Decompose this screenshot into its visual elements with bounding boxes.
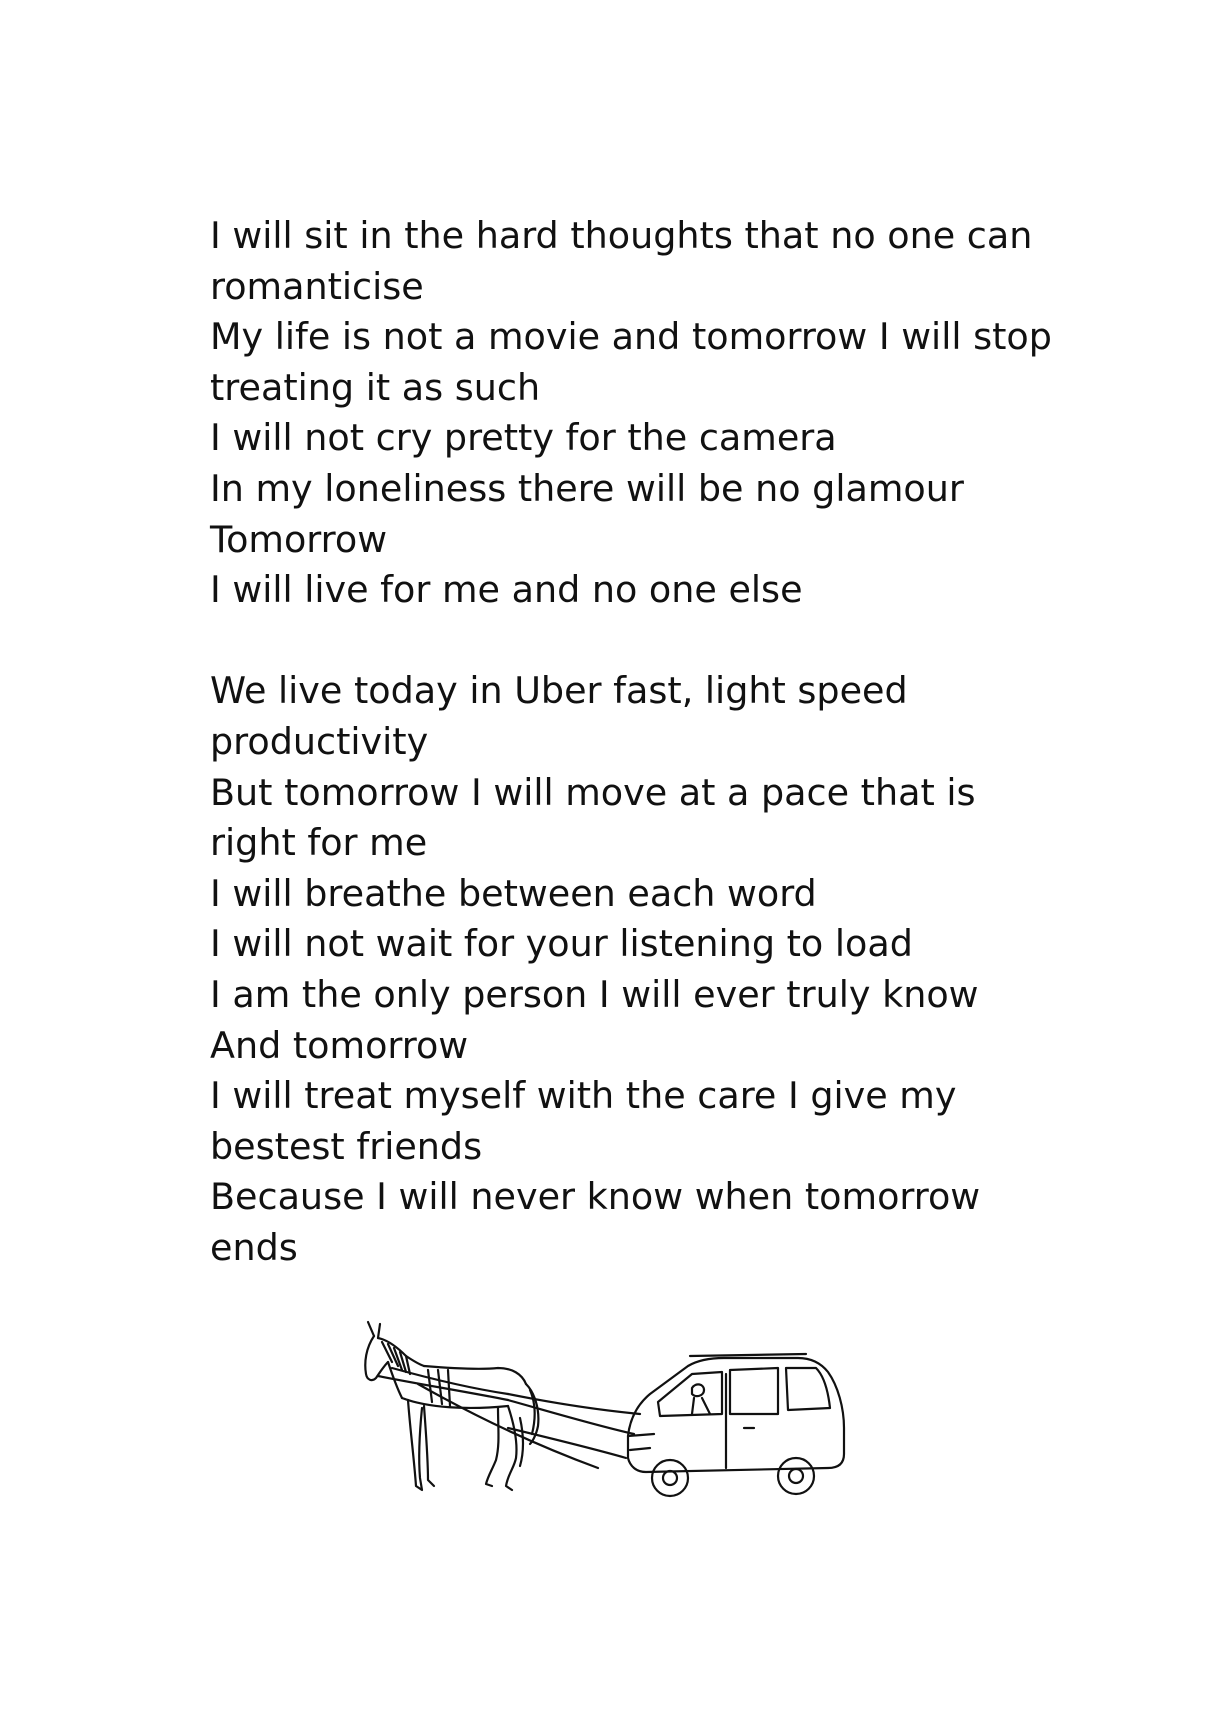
- stanza-1: [210, 211, 1110, 616]
- poem-line: ends: [210, 1225, 298, 1269]
- poem-line: productivity: [210, 719, 429, 763]
- poem-line: I will live for me and no one else: [210, 568, 803, 612]
- poem-line: treating it as such: [210, 365, 541, 409]
- poem-line: I am the only person I will ever truly know: [210, 972, 979, 1016]
- poem-line: right for me: [210, 821, 428, 865]
- car-icon: [628, 1354, 844, 1496]
- poem-line: My life is not a movie and tomorrow I will stop: [210, 315, 1052, 359]
- poem-line: I will breathe between each word: [210, 871, 817, 915]
- stanza-break: [210, 616, 1110, 667]
- poem-line: But tomorrow I will move at a pace that is: [210, 770, 976, 814]
- horse-icon: [365, 1322, 538, 1490]
- poem-line: Because I will never know when tomorrow: [210, 1175, 981, 1219]
- poem: [210, 211, 1110, 1273]
- poem-line: And tomorrow: [210, 1023, 469, 1067]
- poem-line: I will not cry pretty for the camera: [210, 416, 837, 460]
- horse-pulling-car-illustration: [358, 1318, 888, 1528]
- poem-line: romanticise: [210, 264, 424, 308]
- horse-pulling-car-icon: [358, 1318, 888, 1528]
- poem-line: I will not wait for your listening to load: [210, 922, 913, 966]
- poem-line: We live today in Uber fast, light speed: [210, 669, 908, 713]
- poem-line: I will treat myself with the care I give my: [210, 1074, 957, 1118]
- poem-line: Tomorrow: [210, 517, 388, 561]
- poem-line: In my loneliness there will be no glamour: [210, 466, 964, 510]
- stanza-2: [210, 666, 1110, 1273]
- rope-lines: [418, 1384, 640, 1468]
- poem-line: I will sit in the hard thoughts that no one can: [210, 214, 1033, 257]
- poem-line: bestest friends: [210, 1124, 483, 1168]
